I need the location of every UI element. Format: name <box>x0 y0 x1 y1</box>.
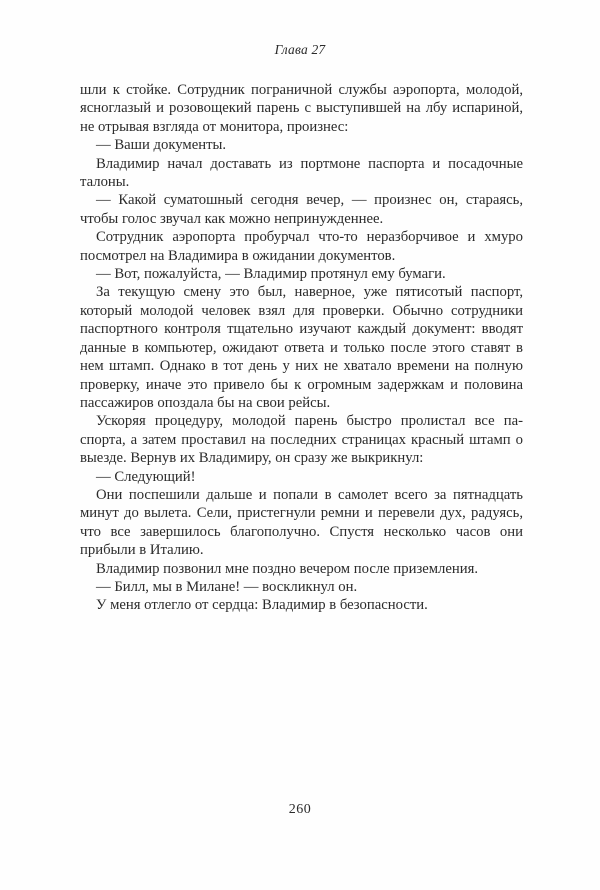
paragraph-dialogue: — Вот, пожалуйста, — Владимир протянул ему бумаги. <box>96 266 446 283</box>
paragraph: Ускоряя процедуру, молодой парень быстро пролистал все паспорта, а затем проставил на последних страницах красный штамп о выезде. Вернув их Владимиру, он сразу же выкрикнул: <box>80 413 523 467</box>
paragraph: Сотрудник аэропорта пробурчал что-то неразборчивое и хмуро посмотрел на Владимира в ожидании документов. <box>80 229 523 264</box>
paragraph: Владимир начал доставать из портмоне паспорта и посадочные талоны. <box>80 155 523 191</box>
paragraph: За текущую смену это был, наверное, уже пятисотый паспорт, который молодой человек взял для проверки. Обычно сотрудники паспортного контроля тщательно изучают каждый документ: вводят данные в компьютер, ожидают ответа и только после этого ставят в нем штамп. Однако в тот день у них не хватало времени на полную проверку, иначе это привело бы к огромным задержкам и половина пассажиров опоздала бы на свои рейсы. <box>80 284 523 411</box>
paragraph: шли к стойке. Сотрудник пограничной службы аэропорта, молодой, ясноглазый и розовощекий парень с выступившей на лбу испариной, не отрывая взгляда от монитора, произнес: <box>80 82 523 135</box>
paragraph: У меня отлегло от сердца: Владимир в безопасности. <box>96 597 428 614</box>
body-text <box>80 81 523 615</box>
paragraph-dialogue: — Какой суматошный сегодня вечер, — произнес он, стараясь, чтобы голос звучал как можно непринужденнее. <box>80 192 523 227</box>
paragraph-dialogue: — Билл, мы в Милане! — воскликнул он. <box>96 578 358 595</box>
page-number: 260 <box>288 802 312 817</box>
paragraph: Владимир позвонил мне поздно вечером после приземления. <box>96 560 479 577</box>
chapter-running-header: Глава 27 <box>274 42 326 57</box>
paragraph-dialogue: — Следующий! <box>96 468 196 485</box>
paragraph: Они поспешили дальше и попали в самолет всего за пятнадцать минут до вылета. Сели, пристегнули ремни и перевели дух, радуясь, что все завершилось благополучно. Спустя несколько часов они прибыли в Италию. <box>80 486 523 559</box>
paragraph-dialogue: — Ваши документы. <box>96 137 227 154</box>
